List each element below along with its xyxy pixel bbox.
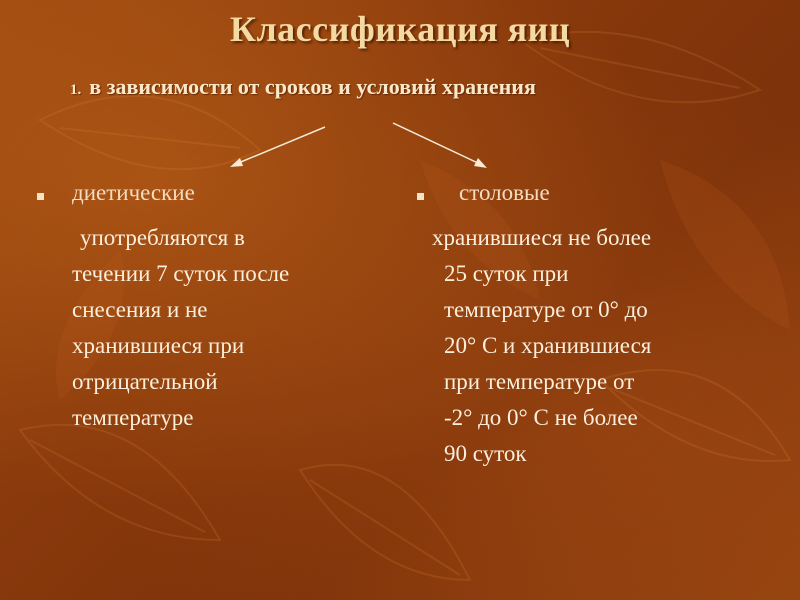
arrow-left-down-icon (230, 127, 325, 167)
right-line: -2° до 0° С не более (444, 405, 638, 430)
bullet-square-icon (37, 193, 44, 200)
slide-title: Классификация яиц (229, 9, 571, 49)
left-line: хранившиеся при (72, 333, 245, 358)
right-line: 25 суток при (444, 261, 569, 286)
right-line: при температуре от (444, 369, 635, 394)
right-line: 20° С и хранившиеся (444, 333, 652, 358)
left-heading: диетические (72, 180, 195, 205)
left-line: употребляются в (80, 225, 245, 250)
left-line: снесения и не (72, 297, 208, 322)
right-line: хранившиеся не более (432, 225, 652, 250)
left-description (72, 220, 289, 436)
left-line: отрицательной (72, 369, 218, 394)
right-line: 90 суток (444, 441, 527, 466)
right-heading: столовые (459, 180, 550, 205)
right-description (432, 220, 652, 472)
subtitle-text: в зависимости от сроков и условий хранения (89, 74, 536, 99)
right-line: температуре от 0° до (444, 297, 648, 322)
left-line: течении 7 суток после (72, 261, 290, 286)
arrow-right-down-icon (393, 123, 487, 168)
subtitle-number: 1. (70, 82, 82, 98)
left-line: температуре (72, 405, 194, 430)
bullet-square-icon (417, 193, 424, 200)
